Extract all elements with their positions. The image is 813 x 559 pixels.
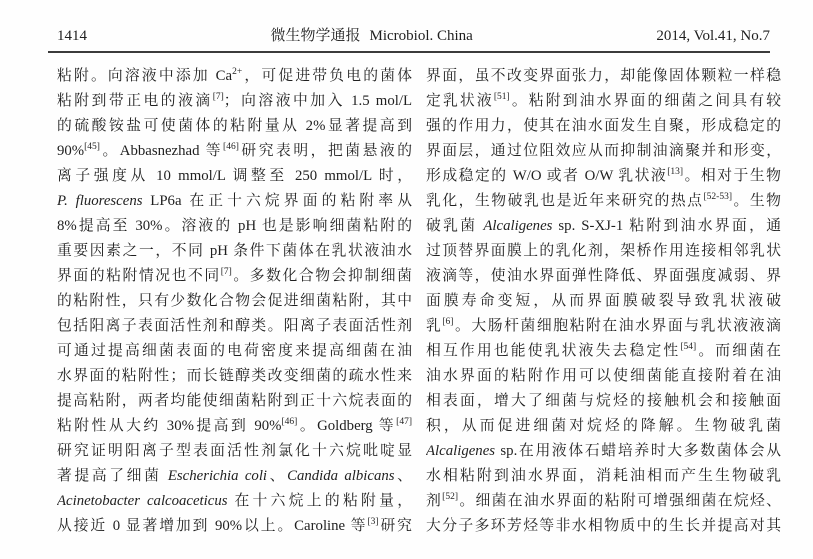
text-line: 提高粘附，两者均能使细菌粘附到正十六烷表面的 (57, 393, 412, 409)
text-line: 形成稳定的 W/O 或者 O/W 乳状液[13]。相对于生物 (426, 167, 781, 184)
page-header (57, 26, 770, 46)
page-number: 1414 (57, 28, 87, 44)
text-line: 90%[45]。Abbasnezhad 等[46]研究表明，把菌悬液的 (57, 142, 412, 159)
text-line: 粘附到带正电的液滴[7]；向溶液中加入 1.5 mol/L (57, 92, 412, 109)
text-line: 大分子多环芳烃等非水相物质中的生长并提高对其 (426, 518, 781, 534)
text-line: 相互作用也能使乳状液失去稳定性[54]。而细菌在 (426, 342, 781, 359)
text-line: 过顶替界面膜上的乳化剂，架桥作用连接相邻乳状 (426, 243, 781, 259)
text-line: 离子强度从 10 mmol/L 调整至 250 mmol/L 时， (57, 168, 412, 184)
text-line: 相表面，增大了细菌与烷烃的接触机会和接触面 (426, 393, 781, 409)
text-line: 液滴等，使油水界面弹性降低、界面强度减弱、界 (426, 268, 781, 284)
text-line: 水相粘附到油水界面，消耗油相而产生生物破乳 (426, 468, 781, 484)
text-line: 研究证明阳离子型表面活性剂氯化十六烷吡啶显 (57, 443, 412, 459)
journal-title-en: Microbiol. China (369, 28, 473, 44)
text-line: 积，从而促进细菌对烷烃的降解。生物破乳菌 (426, 418, 781, 434)
text-line: Acinetobacter calcoaceticus 在十六烷上的粘附量， (57, 493, 412, 509)
text-line: 乳化，生物破乳也是近年来研究的热点[52-53]。生物 (426, 192, 781, 209)
text-line: 定乳状液[51]。粘附到油水界面的细菌之间具有较 (426, 92, 781, 109)
header-rule (48, 51, 770, 53)
text-line: 的硫酸铵盐可使菌体的粘附量从 2%显著提高到 (57, 118, 412, 134)
text-line: 强的作用力，使其在油水面发生自聚，形成稳定的 (426, 118, 781, 134)
text-line: 水界面的粘附性；而长链醇类改变细菌的疏水性来 (57, 368, 412, 384)
text-line: 8%提高至 30%。溶液的 pH 也是影响细菌粘附的 (57, 218, 412, 234)
text-line: 从接近 0 显著增加到 90%以上。Caroline 等[3]研究 (57, 517, 412, 534)
right-column (426, 64, 781, 539)
issue-info: 2014, Vol.41, No.7 (656, 28, 770, 44)
text-line: 界面，虽不改变界面张力，却能像固体颗粒一样稳 (426, 68, 781, 84)
text-line: 重要因素之一，不同 pH 条件下菌体在乳状液油水 (57, 243, 412, 259)
text-line: 粘附。向溶液中添加 $Ca^{2+}$，可促进带负电的菌体 (57, 67, 412, 84)
text-line: 的粘附性，只有少数化合物会促进细菌粘附，其中 (57, 293, 412, 309)
text-line: 油水界面的粘附作用可以使细菌能直接附着在油 (426, 368, 781, 384)
text-line: 著提高了细菌 Escherichia coli、Candida albicans、 (57, 468, 412, 484)
text-line: 可通过提高细菌表面的电荷密度来提高细菌在油 (57, 343, 412, 359)
journal-title (271, 26, 473, 46)
text-line: Alcaligenes sp.在用液体石蜡培养时大多数菌体会从 (426, 443, 781, 459)
text-line: 界面的粘附情况也不同[7]。多数化合物会抑制细菌 (57, 267, 412, 284)
text-line: P. fluorescens LP6a 在正十六烷界面的粘附率从 (57, 193, 412, 209)
left-column (57, 64, 412, 539)
text-line: 面膜寿命变短，从而界面膜破裂导致乳状液破 (426, 293, 781, 309)
article-body (57, 64, 781, 539)
text-line: 破乳菌 Alcaligenes sp. S-XJ-1 粘附到油水界面，通 (426, 218, 781, 234)
text-line: 粘附性从大约 30%提高到 90%[46]。Goldberg 等[47] (57, 417, 412, 434)
text-line: 剂[52]。细菌在油水界面的粘附可增强细菌在烷烃、 (426, 492, 781, 509)
text-line: 包括阳离子表面活性剂和醇类。阳离子表面活性剂 (57, 318, 412, 334)
journal-title-cn: 微生物学通报 (270, 28, 361, 44)
text-line: 界面层，通过位阻效应从而抑制油滴聚并和形变， (426, 143, 781, 159)
text-line: 乳[6]。大肠杆菌细胞粘附在油水界面与乳状液液滴 (426, 317, 781, 334)
